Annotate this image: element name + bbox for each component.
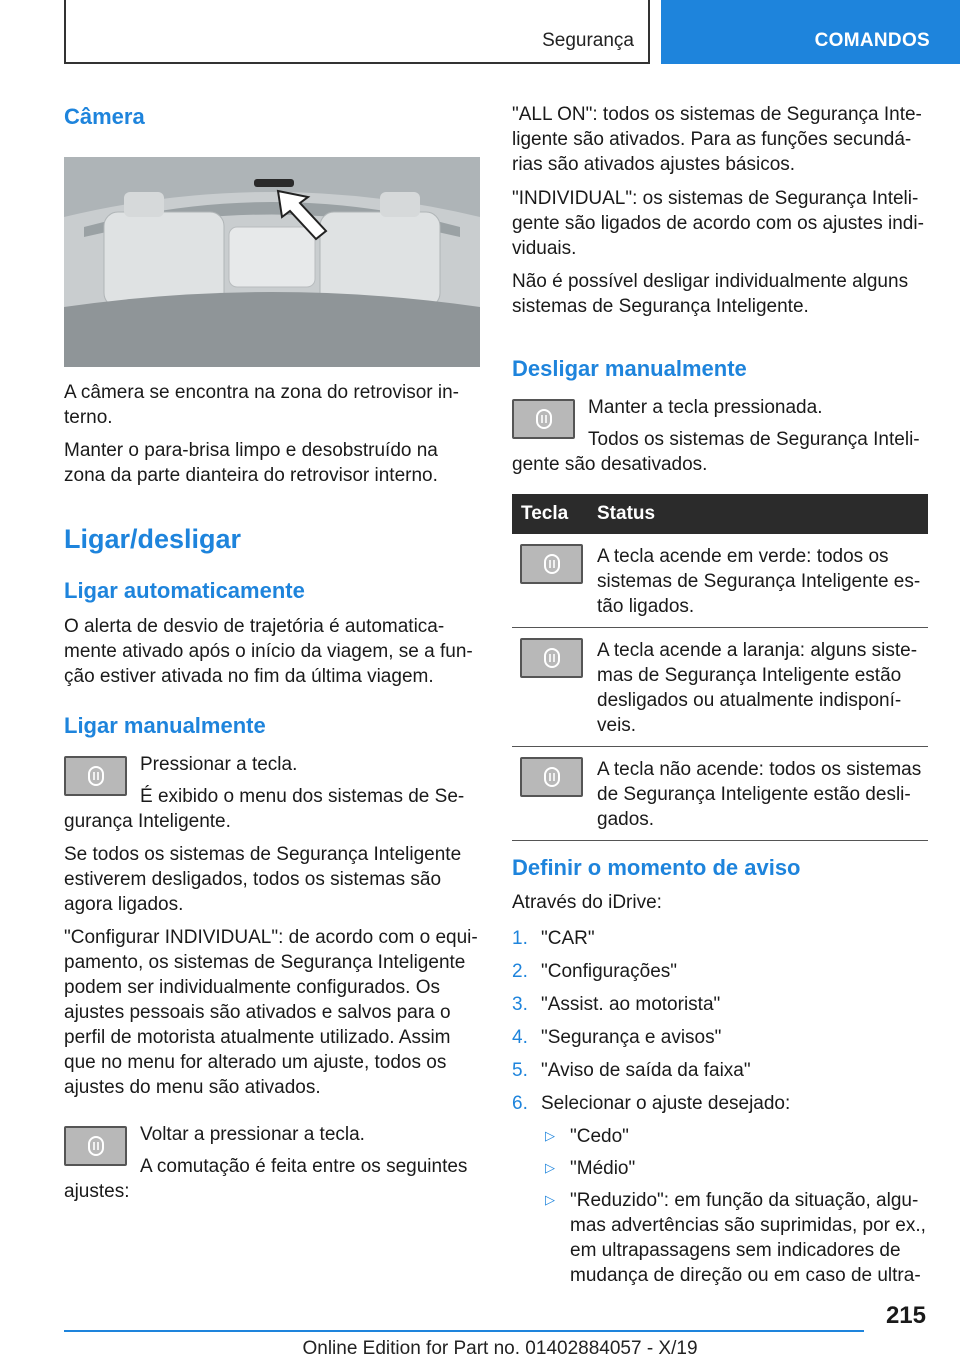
step-text: "CAR" — [541, 928, 595, 949]
warning-time-heading: Definir o momento de aviso — [512, 855, 801, 880]
table-row — [512, 628, 928, 747]
step-number: 3. — [512, 994, 528, 1015]
driver-assist-icon — [541, 553, 563, 575]
bullet-triangle-icon: ▷ — [545, 1128, 555, 1143]
camera-paragraph-2: Manter o para-brisa limpo e desobstruído na zona da parte dianteira do retrovisor interno. — [64, 440, 438, 486]
step-number: 2. — [512, 961, 528, 982]
not-all-paragraph: Não é possível desligar individualmente alguns sistemas de Segurança Inteligente. — [512, 271, 909, 317]
car-interior-illustration — [64, 157, 480, 367]
step-number: 4. — [512, 1027, 528, 1048]
manual-on-paragraph-4: "Configurar INDIVIDUAL": de acordo com o equi-pamento, os sistemas de Segurança Inteligente podem ser individualmente configurados. Os ajustes pessoais são ativados e salvos para o perfil de motorista atualmente utilizado. Assim que no menu for alterado um ajuste, todos os ajustes do menu são ativados. — [64, 927, 478, 1098]
manual-off-heading: Desligar manualmente — [512, 356, 747, 381]
auto-paragraph: O alerta de desvio de trajetória é automatica-mente ativado após o início da viagem, se a fun-ção estiver ativada no fim da última viagem. — [64, 616, 473, 687]
driver-assist-icon — [541, 647, 563, 669]
manual-off-step1: Manter a tecla pressionada. — [588, 397, 823, 418]
press-again-step1: Voltar a pressionar a tecla. — [140, 1124, 365, 1145]
step-text: Selecionar o ajuste desejado: — [541, 1093, 791, 1114]
table-header-key: Tecla — [512, 494, 597, 534]
table-header-row — [512, 494, 928, 534]
camera-location-photo — [64, 157, 480, 367]
camera-heading: Câmera — [64, 104, 145, 129]
individual-paragraph: "INDIVIDUAL": os sistemas de Segurança Inteli-gente são ligados de acordo com os ajustes indi-viduais. — [512, 188, 924, 259]
table-row — [512, 747, 928, 841]
press-again-step2: A comutação é feita entre os seguintes ajustes: — [64, 1156, 468, 1202]
step-number: 1. — [512, 928, 528, 949]
option-text: "Reduzido": em função da situação, algu-mas advertências são suprimidas, por ex., em ultrapassagens sem indicadores de mudança de direção ou em caso de ultra- — [570, 1190, 926, 1286]
key-off-state — [520, 757, 583, 797]
status-text: A tecla acende em verde: todos os sistemas de Segurança Inteligente es-tão ligados. — [597, 534, 928, 628]
manual-on-heading: Ligar manualmente — [64, 713, 266, 738]
header-chapter-box — [661, 0, 960, 64]
step-text: "Aviso de saída da faixa" — [541, 1060, 751, 1081]
idrive-intro: Através do iDrive: — [512, 892, 662, 913]
key-green-state — [520, 544, 583, 584]
camera-paragraph-1: A câmera se encontra na zona do retrovisor in-terno. — [64, 382, 459, 428]
footer-rule — [64, 1330, 864, 1332]
step-text: "Segurança e avisos" — [541, 1027, 722, 1048]
footer-edition: Online Edition for Part no. 01402884057 - X/19 — [302, 1338, 698, 1359]
manual-off-step2: Todos os sistemas de Segurança Inteli-gente são desativados. — [512, 429, 920, 475]
key-status-table — [512, 494, 928, 841]
step-number: 6. — [512, 1093, 528, 1114]
section-title: Segurança — [542, 30, 634, 51]
manual-on-paragraph-3: Se todos os sistemas de Segurança Inteligente estiverem desligados, todos os sistemas são agora ligados. — [64, 844, 462, 915]
auto-heading: Ligar automaticamente — [64, 578, 305, 603]
step-text: "Assist. ao motorista" — [541, 994, 721, 1015]
driver-assist-icon — [541, 766, 563, 788]
table-row — [512, 534, 928, 628]
status-text: A tecla não acende: todos os sistemas de Segurança Inteligente estão desli-gados. — [597, 747, 928, 841]
page-number: 215 — [885, 1302, 926, 1329]
manual-on-step1: Pressionar a tecla. — [140, 754, 298, 775]
bullet-triangle-icon: ▷ — [545, 1192, 555, 1207]
all-on-paragraph: "ALL ON": todos os sistemas de Segurança Inte-ligente são ativados. Para as funções secundá-rias são ativados ajustes básicos. — [512, 104, 922, 175]
status-text: A tecla acende a laranja: alguns siste-mas de Segurança Inteligente estão desligados ou atualmente indisponí-veis. — [597, 628, 928, 747]
manual-on-step2: É exibido o menu dos sistemas de Se-gurança Inteligente. — [64, 786, 465, 832]
option-text: "Cedo" — [570, 1126, 629, 1147]
option-text: "Médio" — [570, 1158, 636, 1179]
step-text: "Configurações" — [541, 961, 678, 982]
step-number: 5. — [512, 1060, 528, 1081]
chapter-title: COMANDOS — [814, 30, 930, 51]
table-header-status: Status — [597, 494, 928, 534]
header-section-box — [64, 0, 650, 64]
key-orange-state — [520, 638, 583, 678]
onoff-heading: Ligar/desligar — [64, 524, 242, 554]
bullet-triangle-icon: ▷ — [545, 1160, 555, 1175]
